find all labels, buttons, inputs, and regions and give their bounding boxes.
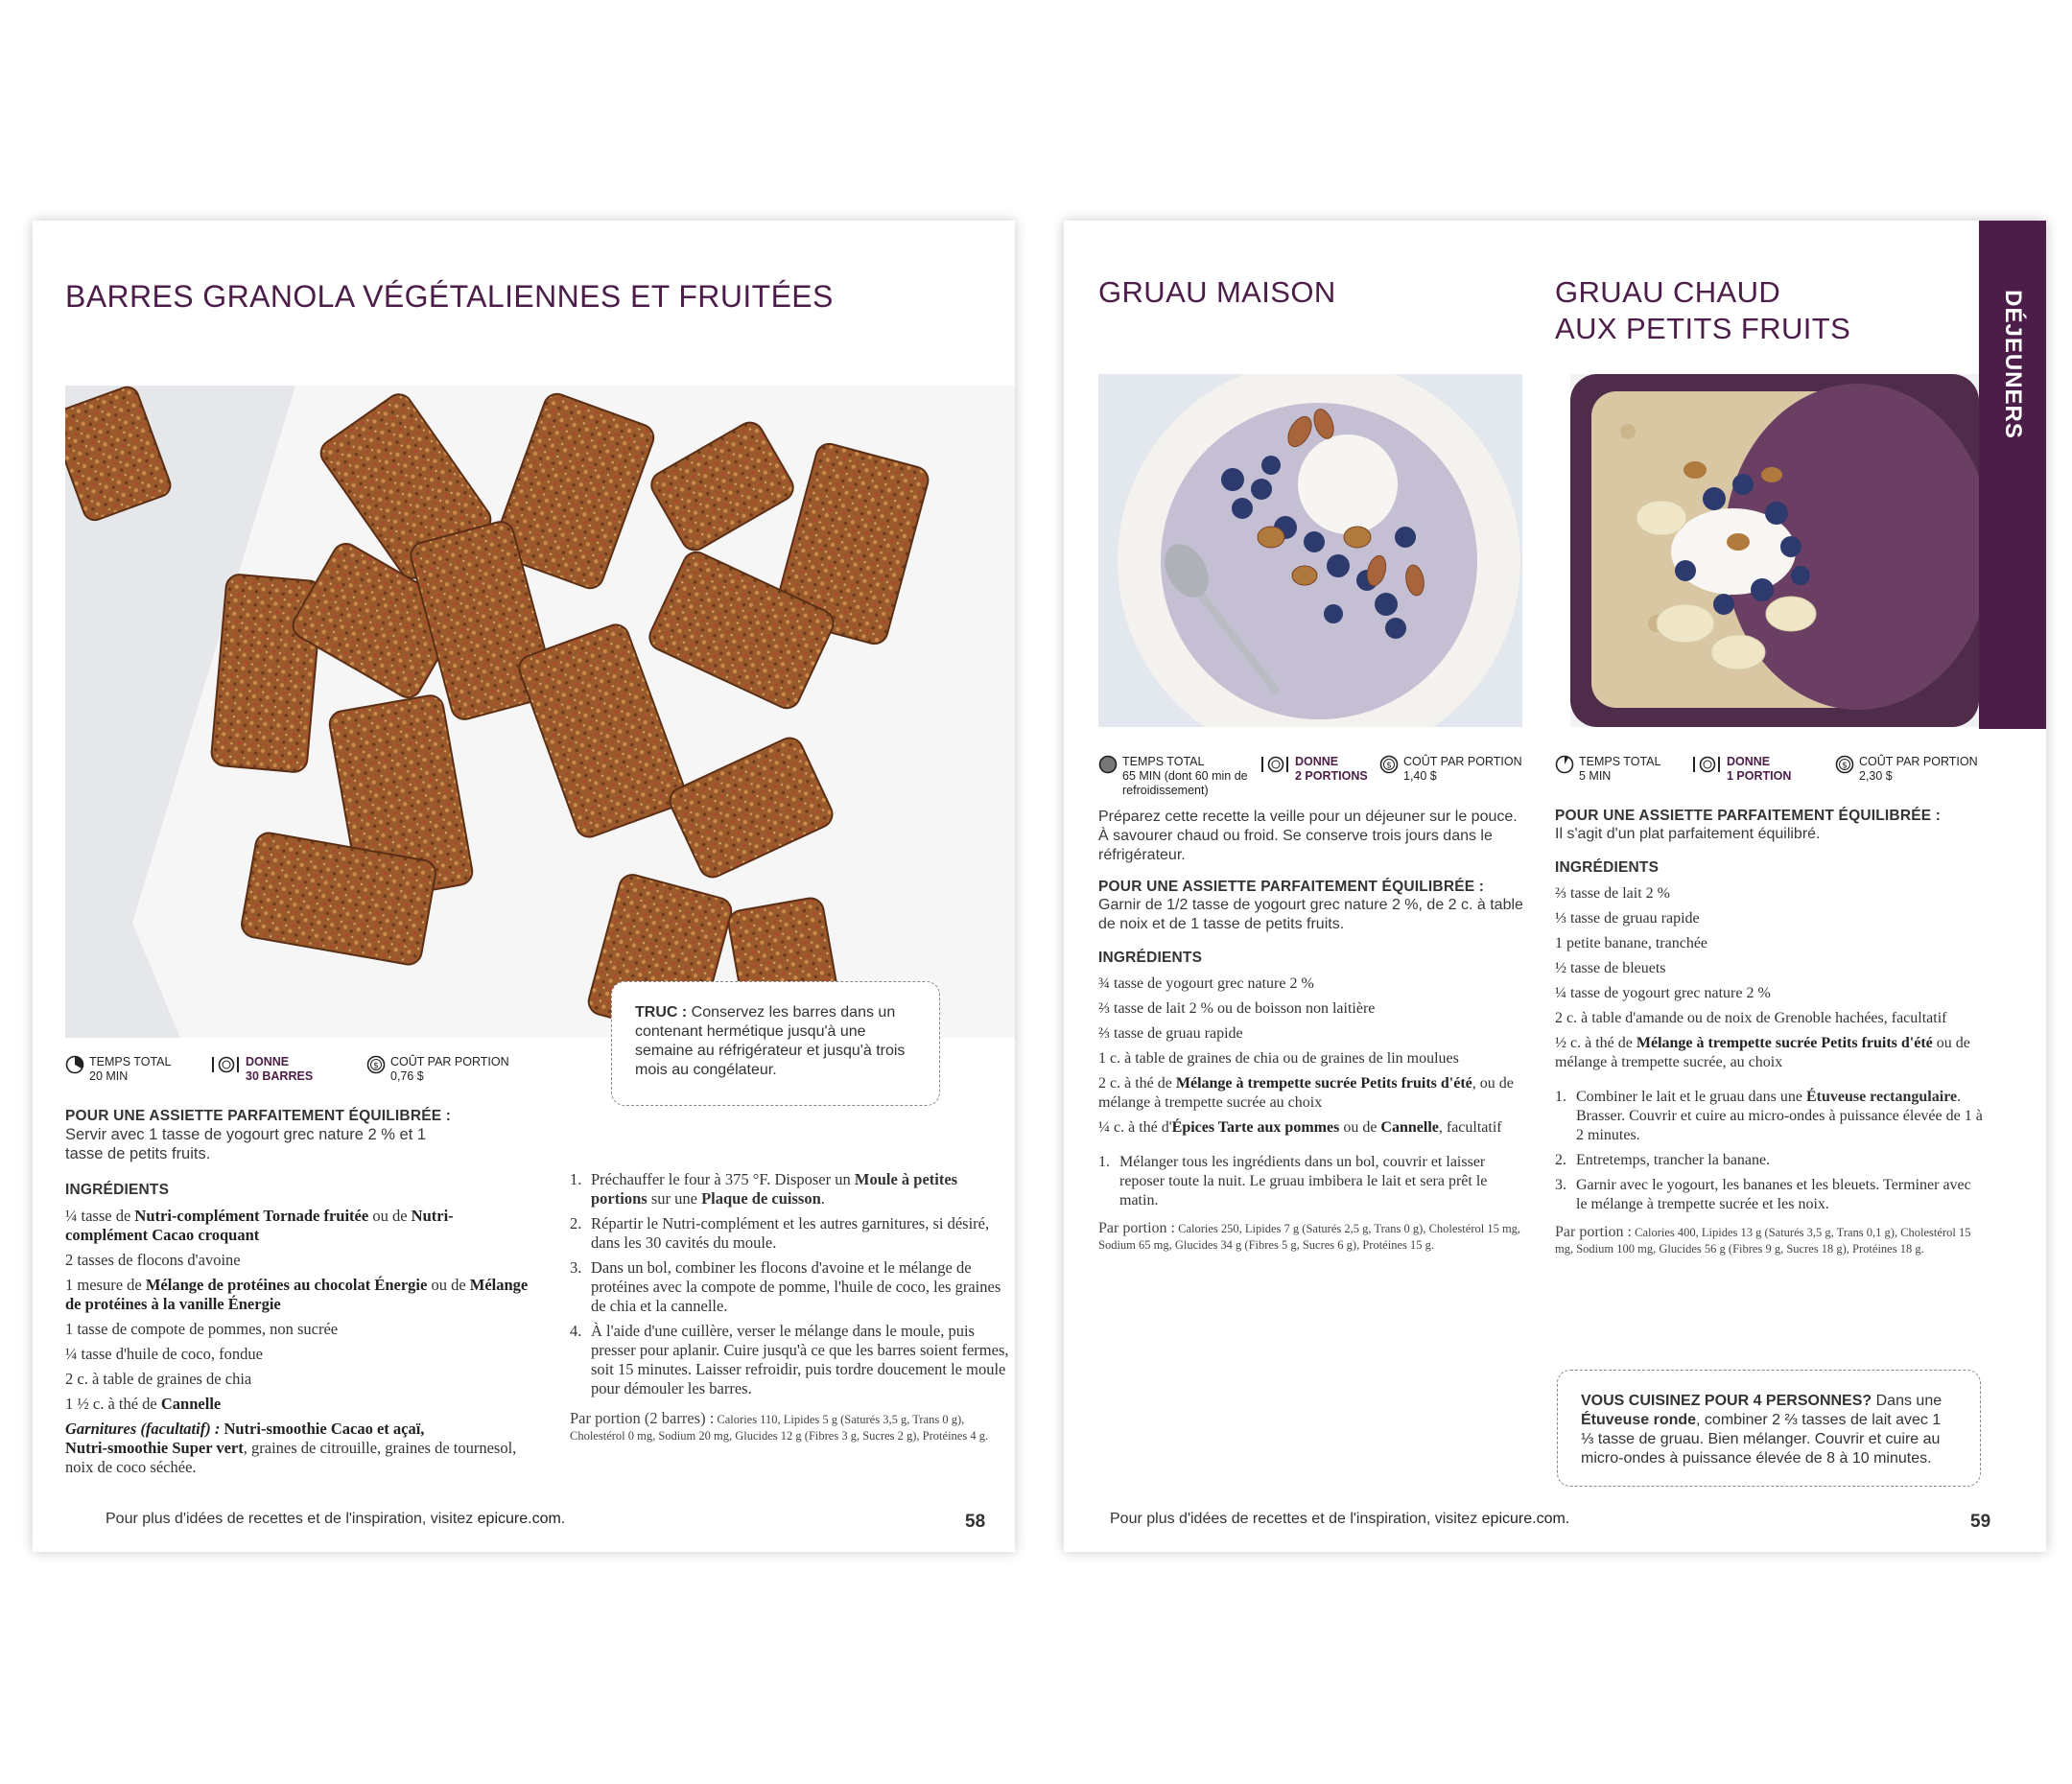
page-number: 59 (1970, 1512, 1991, 1532)
step-item: 3. Garnir avec le yogourt, les bananes et les bleuets. Terminer avec le mélange à trempette sucrée et les noix. (1555, 1177, 1971, 1212)
steamer-oatmeal-photo (1570, 374, 1979, 727)
recipe2-balanced-heading: POUR UNE ASSIETTE PARFAITEMENT ÉQUILIBRÉE : (1555, 808, 1942, 824)
recipe-title: BARRES GRANOLA VÉGÉTALIENNES ET FRUITÉES (65, 279, 834, 314)
ingredient-item: ¼ tasse d'huile de coco, fondue (65, 1345, 263, 1363)
page-59 (1064, 221, 2046, 1552)
r1-meta-time: TEMPS TOTAL 65 MIN (dont 60 min de refroidissement) (1098, 755, 1257, 798)
time-label: TEMPS TOTAL (89, 1055, 172, 1068)
meta-yield (210, 1055, 313, 1084)
ingredient-item: 2 c. à thé de Mélange à trempette sucrée Petits fruits d'été, ou de mélange à trempette sucrée au choix (1098, 1075, 1514, 1111)
step-item: 4. À l'aide d'une cuillère, verser le mélange dans le moule, puis presser pour aplanir. Cuire jusqu'à ce que les barres soient fermes, soit 15 minutes. Laisser refroidir, puis tordre doucement le moule pour démouler les barres. (570, 1322, 1009, 1397)
r2-meta-yield: DONNE 1 PORTION (1691, 755, 1791, 784)
ingredient-item: 2 c. à table d'amande ou de noix de Grenoble hachées, facultatif (1555, 1010, 1947, 1026)
step-item: 1. Préchauffer le four à 375 °F. Disposer un Moule à petites portions sur une Plaque de cuisson. (570, 1170, 958, 1208)
tip-box (611, 981, 940, 1106)
ingredient-item: ½ tasse de bleuets (1555, 960, 1666, 976)
recipe1-intro: Préparez cette recette la veille pour un déjeuner sur le pouce. À savourer chaud ou froid. Se conserve trois jours dans le réfrigérateur. (1098, 809, 1518, 863)
svg-text:$: $ (373, 1061, 379, 1071)
footer-link[interactable]: epicure.com. (1481, 1511, 1570, 1527)
balanced-heading: POUR UNE ASSIETTE PARFAITEMENT ÉQUILIBRÉE : (65, 1108, 452, 1124)
ingredient-item: 1 mesure de Mélange de protéines au chocolat Énergie ou de Mélange de protéines à la vanille Énergie (65, 1276, 529, 1313)
garnish-line: Garnitures (facultatif) : Nutri-smoothie Cacao et açaï, Nutri-smoothie Super vert, graines de citrouille, graines de tournesol, noix de coco séchée. (65, 1420, 517, 1476)
tip-label: TRUC : (635, 1004, 688, 1021)
ingredient-item: 1 c. à table de graines de chia ou de graines de lin moulues (1098, 1050, 1459, 1067)
svg-text:$: $ (1842, 761, 1848, 771)
tip-text: Conservez les barres dans un contenant hermétique jusqu'à une semaine au réfrigérateur et jusqu'à trois mois au congélateur. (635, 1004, 906, 1078)
section-tab-label: DÉJEUNERS (2000, 290, 2026, 439)
yield-value: 30 BARRES (246, 1069, 314, 1083)
recipe2-column (1555, 808, 1983, 1257)
recipe1-balanced-text: Garnir de 1/2 tasse de yogourt grec nature 2 %, de 2 c. à table de noix et de 1 tasse de petits fruits. (1098, 897, 1523, 932)
page-58 (33, 221, 1015, 1552)
r2-meta-cost: $ COÛT PAR PORTION 2,30 $ (1835, 755, 1978, 784)
tip-box-4-people: VOUS CUISINEZ POUR 4 PERSONNES? Dans une Étuveuse ronde, combiner 2 ⅔ tasses de lait avec 1 ⅓ tasse de gruau. Bien mélanger. Couvrir et cuire au micro-ondes à puissance élevée de 8 à 10 minutes. (1557, 1370, 1981, 1487)
recipe2-balanced-text: Il s'agit d'un plat parfaitement équilibré. (1555, 826, 1821, 842)
cost-value: 0,76 $ (390, 1069, 424, 1083)
page-number: 58 (965, 1512, 986, 1532)
plate-cutlery-icon (1260, 755, 1290, 774)
coin-icon (366, 1055, 386, 1074)
clock-icon (1098, 755, 1118, 774)
recipe2-nutrition: Par portion : Calories 400, Lipides 13 g (Saturés 3,5 g, Trans 0,1 g), Cholestérol 15 mg, Sodium 100 mg, Glucides 56 g (Fibres 9 g, Sucres 18 g), Protéines 18 g. (1555, 1224, 1971, 1256)
ingredient-item: ⅔ tasse de lait 2 % (1555, 885, 1670, 902)
step-item: 3. Dans un bol, combiner les flocons d'avoine et le mélange de protéines avec la compote de pomme, l'huile de coco, les graines de chia et la cannelle. (570, 1258, 1001, 1315)
recipe1-nutrition: Par portion : Calories 250, Lipides 7 g (Saturés 2,5 g, Trans 0 g), Cholestérol 15 mg, Sodium 65 mg, Glucides 34 g (Fibres 5 g, Sucres 6 g), Protéines 15 g. (1098, 1220, 1521, 1252)
ingredient-item: ½ c. à thé de Mélange à trempette sucrée Petits fruits d'été ou de mélange à trempette sucrée, au choix (1555, 1035, 1970, 1070)
time-value: 20 MIN (89, 1069, 129, 1083)
yield-label: DONNE (246, 1055, 290, 1068)
ingredient-item: ¼ tasse de yogourt grec nature 2 % (1555, 985, 1771, 1001)
ingredient-item: ¼ c. à thé d'Épices Tarte aux pommes ou de Cannelle, facultatif (1098, 1119, 1502, 1136)
meta-cost (366, 1055, 509, 1084)
ingredient-item: 2 tasses de flocons d'avoine (65, 1251, 241, 1269)
coin-icon (1835, 755, 1854, 774)
r2-meta-time: TEMPS TOTAL 5 MIN (1555, 755, 1660, 784)
recipe1-column (1098, 808, 1525, 1254)
clock-icon (1555, 755, 1574, 774)
ingredients-heading: INGRÉDIENTS (65, 1182, 170, 1198)
plate-cutlery-icon (210, 1055, 241, 1074)
step-item: 2. Entretemps, trancher la banane. (1555, 1152, 1771, 1168)
step-item: 1. Mélanger tous les ingrédients dans un bol, couvrir et laisser reposer toute la nuit. Le gruau imbibera le lait et sera prêt le matin. (1098, 1154, 1488, 1209)
recipe1-title: GRUAU MAISON (1098, 275, 1336, 309)
footer-text: Pour plus d'idées de recettes et de l'inspiration, visitez epicure.com. (106, 1511, 566, 1527)
clock-icon (65, 1055, 84, 1074)
recipe1-ingredients-heading: INGRÉDIENTS (1098, 950, 1203, 966)
granola-bars-photo (65, 386, 1015, 1038)
ingredient-item: 1 ½ c. à thé de Cannelle (65, 1395, 222, 1413)
footer-link[interactable]: epicure.com. (477, 1511, 566, 1527)
svg-text:$: $ (1386, 761, 1392, 771)
oatmeal-bowl-photo (1098, 374, 1522, 727)
ingredient-item: ¾ tasse de yogourt grec nature 2 % (1098, 975, 1314, 992)
recipe1-balanced-heading: POUR UNE ASSIETTE PARFAITEMENT ÉQUILIBRÉE : (1098, 879, 1485, 895)
section-tab (1979, 221, 2046, 729)
cost-label: COÛT PAR PORTION (390, 1055, 509, 1068)
ingredient-item: ¼ tasse de Nutri-complément Tornade fruitée ou de Nutri-complément Cacao croquant (65, 1207, 454, 1244)
ingredient-item: ⅔ tasse de lait 2 % ou de boisson non laitière (1098, 1000, 1376, 1017)
meta-time (65, 1055, 171, 1084)
ingredient-item: ⅔ tasse de gruau rapide (1098, 1025, 1243, 1042)
step-item: 2. Répartir le Nutri-complément et les autres garnitures, si désiré, dans les 30 cavités du moule. (570, 1214, 990, 1252)
ingredient-item: 1 tasse de compote de pommes, non sucrée (65, 1320, 339, 1338)
balanced-text: Servir avec 1 tasse de yogourt grec nature 2 % et 1 tasse de petits fruits. (65, 1126, 427, 1162)
r1-meta-yield: DONNE 2 PORTIONS (1260, 755, 1368, 784)
nutrition-info: Par portion (2 barres) : Calories 110, Lipides 5 g (Saturés 3,5 g, Trans 0 g), Cholestérol 0 mg, Sodium 20 mg, Glucides 12 g (Fibres 3 g, Sucres 2 g), Protéines 4 g. (570, 1409, 989, 1443)
footer-text: Pour plus d'idées de recettes et de l'inspiration, visitez epicure.com. (1110, 1511, 1570, 1527)
balanced-plate (65, 1108, 516, 1163)
coin-icon (1379, 755, 1399, 774)
recipe2-ingredients-heading: INGRÉDIENTS (1555, 859, 1660, 876)
ingredient-item: 2 c. à table de graines de chia (65, 1370, 252, 1388)
r1-meta-cost: $ COÛT PAR PORTION 1,40 $ (1379, 755, 1522, 784)
ingredient-item: 1 petite banane, tranchée (1555, 935, 1708, 951)
recipe2-title: GRUAU CHAUD AUX PETITS FRUITS (1555, 275, 1851, 345)
ingredients-section (65, 1182, 535, 1483)
plate-cutlery-icon (1691, 755, 1722, 774)
step-item: 1. Combiner le lait et le gruau dans une Étuveuse rectangulaire. Brasser. Couvrir et cuire au micro-ondes à puissance élevée de 1 à 2 minutes. (1555, 1089, 1983, 1143)
ingredient-item: ⅓ tasse de gruau rapide (1555, 910, 1700, 927)
method-steps (570, 1170, 1011, 1444)
